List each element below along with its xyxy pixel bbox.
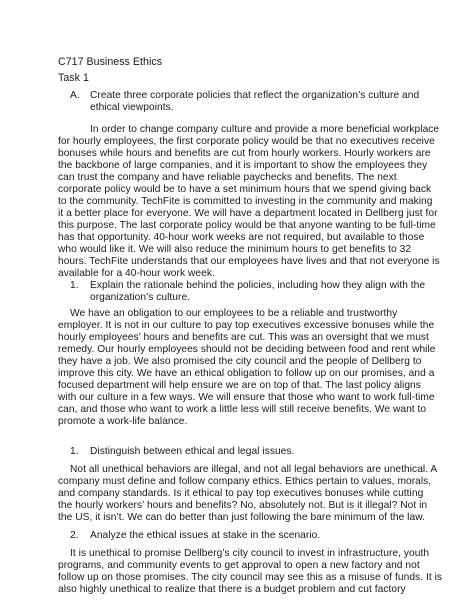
paragraph-line: available for a 40-hour work week. (58, 268, 215, 279)
paragraph-line: bonuses while hours and benefits are cut from hourly workers. Hourly workers are (58, 148, 431, 159)
paragraph-line: In order to change company culture and provide a more beneficial workplace (90, 124, 440, 135)
paragraph-line: who would like it. We will also reduce the minimum hours to get benefits to 32 (58, 244, 412, 255)
paragraph-line: hourly employees’ hours and benefits are cut. This was an oversight that we must (58, 332, 429, 343)
paragraph-line: improve this city. We have an ethical obligation to follow up on our promises, and a (58, 368, 435, 379)
paragraph-line: has that opportunity. 40-hour work weeks are not required, but available to those (58, 232, 425, 243)
paragraph-line: to the community. TechFite is committed to investing in the community and making (58, 196, 433, 207)
section-a-heading-line: ethical viewpoints. (90, 102, 174, 113)
list-item-number: 1. (70, 280, 79, 291)
paragraph-line: hours. TechFite understands that our employees have lives and that not everyone is (58, 256, 440, 267)
document-title: C717 Business Ethics (58, 56, 163, 68)
item-heading-line: Distinguish between ethical and legal issues. (90, 446, 295, 457)
paragraph-line: follow up on those promises. The city council may see this as a misuse of funds. It is (58, 572, 443, 583)
paragraph-line: and company standards. Is it ethical to pay top executives bonuses while cutting (58, 488, 424, 499)
paragraph-line: We have an obligation to our employees to be a reliable and trustworthy (70, 308, 398, 319)
paragraph-line: the US, it isn’t. We can do better than just following the bare minimum of the law. (58, 512, 425, 523)
paragraph-line: company must define and follow company ethics. Ethics pertain to values, morals, (58, 476, 432, 487)
paragraph-line: employer. It is not in our culture to pay top executives excessive bonuses while the (58, 320, 435, 331)
paragraph-line: focused department will help ensure we are on top of that. The last policy aligns (58, 380, 421, 391)
item-heading-line: Explain the rationale behind the policies, including how they align with the (90, 280, 426, 291)
section-a-heading-line: Create three corporate policies that reflect the organization’s culture and (90, 90, 420, 101)
item-heading-line: organization’s culture. (90, 292, 191, 303)
paragraph-line: programs, and community events to get approval to open a new factory and not (58, 560, 420, 571)
paragraph-line: the backbone of large companies, and it is important to show the employees they (58, 160, 428, 171)
paragraph-line: corporate policy would be to have a set minimum hours that we spend giving back (58, 184, 432, 195)
list-item-number: 1. (70, 446, 79, 457)
paragraph-line: they have a job. We also promised the city council and the people of Dellberg to (58, 356, 422, 367)
paragraph-line: remedy. Our hourly employees should not be deciding between food and rent while (58, 344, 436, 355)
paragraph-line: it a better place for everyone. We will have a department located in Dellberg just for (58, 208, 438, 219)
paragraph-line: for hourly employees, the first corporate policy would be that no executives receive (58, 136, 435, 147)
paragraph-line: can trust the company and have reliable paychecks and benefits. The next (58, 172, 397, 183)
paragraph-line: promote a work-life balance. (58, 416, 188, 427)
paragraph-line: this purpose. The last corporate policy would be that anyone wanting to be full-time (58, 220, 436, 231)
paragraph-line: can, and those who want to work a little less will still receive benefits. We want to (58, 404, 427, 415)
item-heading-line: Analyze the ethical issues at stake in the scenario. (90, 530, 321, 541)
paragraph-line: Not all unethical behaviors are illegal, and not all legal behaviors are unethical. A (70, 464, 438, 475)
paragraph-line: It is unethical to promise Dellberg’s city council to invest in infrastructure, youth (70, 548, 430, 559)
section-a-label: A. (70, 90, 80, 101)
task-heading: Task 1 (58, 72, 89, 84)
list-item-number: 2. (70, 530, 79, 541)
paragraph-line: also highly unethical to realize that there is a budget problem and cut factory (58, 584, 406, 595)
paragraph-line: with our culture in a few ways. We will ensure that those who want to work full-time (58, 392, 435, 403)
paragraph-line: the hourly workers’ hours and benefits? No, absolutely not. But is it illegal? Not in (58, 500, 428, 511)
